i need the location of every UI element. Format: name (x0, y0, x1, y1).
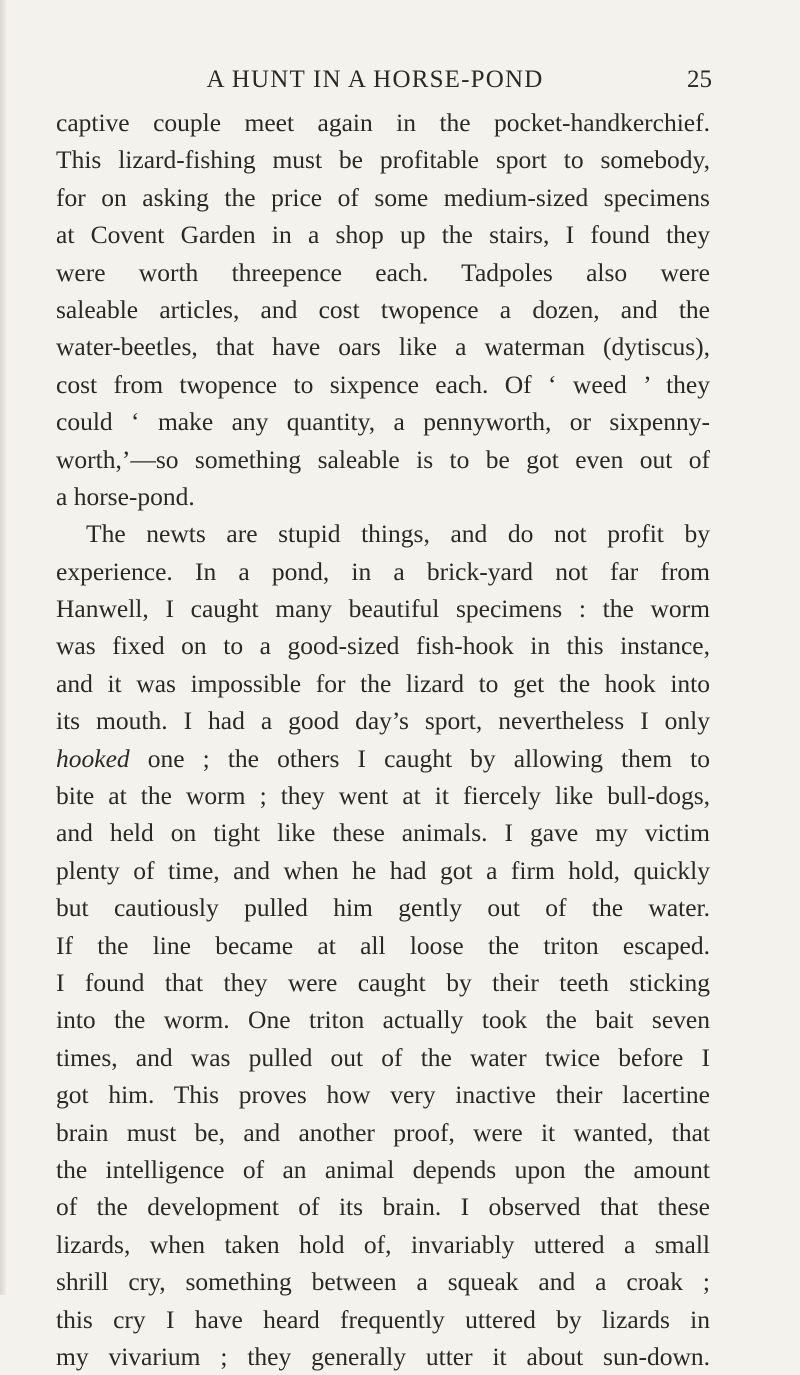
running-title: A HUNT IN A HORSE-POND (206, 66, 544, 93)
text-line: saleable articles, and cost twopence a dozen, and the (56, 294, 710, 324)
text-line: this cry I have heard frequently uttered by lizards in (56, 1304, 710, 1334)
italic-word: hooked (56, 743, 130, 773)
text-line: the intelligence of an animal depends upon the amount (56, 1154, 710, 1184)
text-line: into the worm. One triton actually took the bait seven (56, 1005, 710, 1035)
text-line: were worth threepence each. Tadpoles also were (56, 257, 710, 287)
text-line: If the line became at all loose the triton escaped. (56, 930, 710, 960)
text-line: experience. In a pond, in a brick-yard not far from (56, 556, 710, 586)
text-line: plenty of time, and when he had got a firm hold, quickly (56, 855, 710, 885)
text-line: I found that they were caught by their teeth sticking (56, 967, 710, 997)
text-line: of the development of its brain. I observed that these (56, 1192, 710, 1222)
text-line: and held on tight like these animals. I gave my victim (56, 818, 710, 848)
text-line: my vivarium ; they generally utter it about sun-down. (56, 1341, 710, 1371)
text-line: but cautiously pulled him gently out of the water. (56, 893, 710, 923)
text-line: brain must be, and another proof, were it wanted, that (56, 1117, 710, 1147)
page-number: 25 (687, 66, 712, 93)
text-line: captive couple meet again in the pocket-handkerchief. (56, 108, 710, 137)
body-text (56, 104, 710, 1375)
text-line: lizards, when taken hold of, invariably uttered a small (56, 1229, 710, 1259)
text-line: This lizard-fishing must be profitable sport to somebody, (56, 145, 710, 175)
text-line: for on asking the price of some medium-sized specimens (56, 182, 710, 212)
text-line: its mouth. I had a good day’s sport, nevertheless I only (56, 706, 710, 736)
page-binding-edge (0, 0, 6, 1295)
text-line: cost from twopence to sixpence each. Of ‘ weed ’ they (56, 369, 710, 399)
text-line: was fixed on to a good-sized fish-hook in this instance, (56, 631, 710, 661)
text-line: at Covent Garden in a shop up the stairs, I found they (56, 220, 710, 250)
text-line: and it was impossible for the lizard to get the hook into (56, 668, 710, 698)
text-line: times, and was pulled out of the water twice before I (56, 1042, 710, 1072)
text-line: shrill cry, something between a squeak and a croak ; (56, 1267, 710, 1297)
paragraph-start-line: The newts are stupid things, and do not profit by (86, 519, 710, 549)
text-line: bite at the worm ; they went at it fiercely like bull-dogs, (56, 781, 710, 811)
line-remainder: one ; the others I caught by allowing them to (129, 743, 710, 773)
text-line: water-beetles, that have oars like a waterman (dytiscus), (56, 332, 710, 362)
text-line: Hanwell, I caught many beautiful specimens : the worm (56, 594, 710, 624)
text-line: got him. This proves how very inactive their lacertine (56, 1080, 710, 1110)
text-line-with-italic (56, 740, 710, 777)
text-line: could ‘ make any quantity, a pennyworth, or sixpenny- (56, 407, 710, 437)
text-line: a horse-pond. (56, 481, 195, 511)
text-line: worth,’—so something saleable is to be got even out of (56, 444, 710, 474)
